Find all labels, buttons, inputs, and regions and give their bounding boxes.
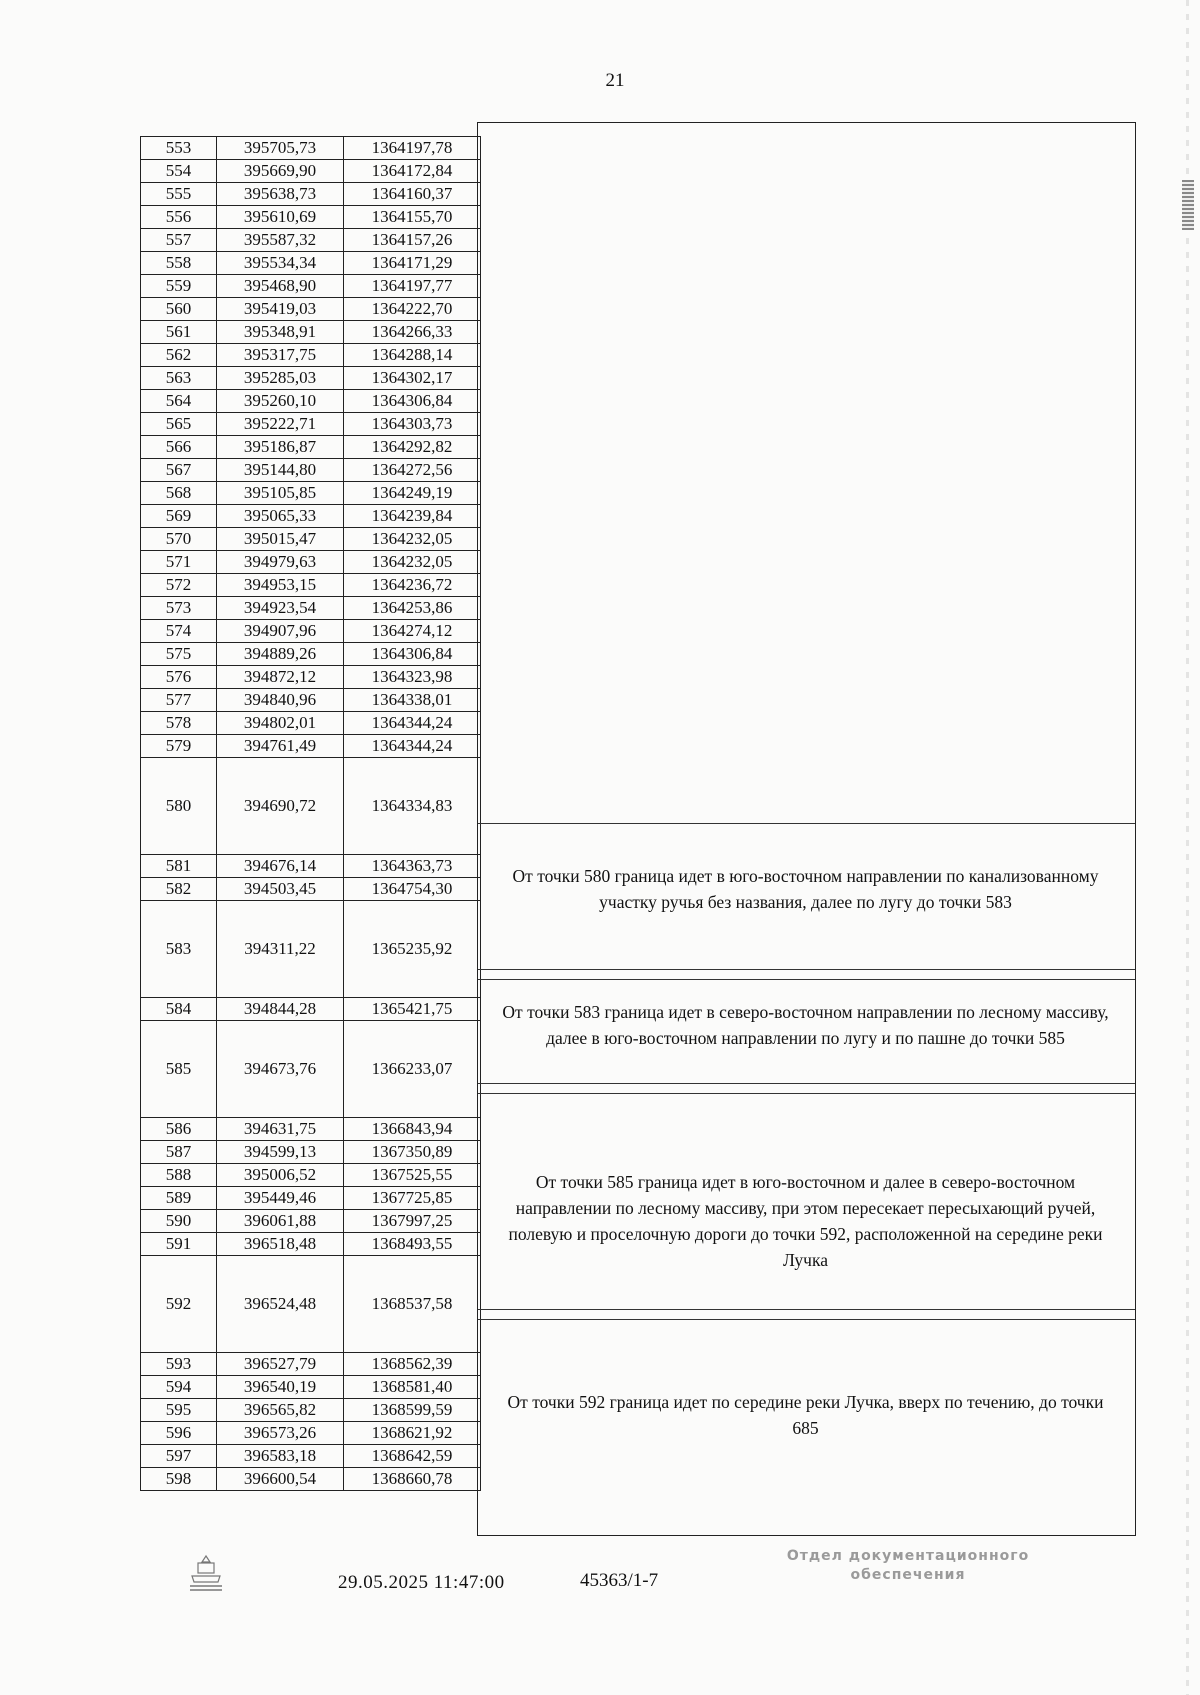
table-row xyxy=(141,505,481,528)
table-row xyxy=(141,1376,481,1399)
point-number-cell: 569 xyxy=(141,505,217,528)
point-number-cell: 579 xyxy=(141,735,217,758)
y-coordinate-cell: 1364338,01 xyxy=(344,689,481,712)
table-row xyxy=(141,878,481,901)
y-coordinate-cell: 1364272,56 xyxy=(344,459,481,482)
x-coordinate-cell: 396518,48 xyxy=(217,1233,344,1256)
y-coordinate-cell: 1368621,92 xyxy=(344,1422,481,1445)
y-coordinate-cell: 1364344,24 xyxy=(344,712,481,735)
section-divider xyxy=(478,1093,1135,1094)
table-row xyxy=(141,1445,481,1468)
table-row xyxy=(141,998,481,1021)
y-coordinate-cell: 1364239,84 xyxy=(344,505,481,528)
point-number-cell: 571 xyxy=(141,551,217,574)
table-row xyxy=(141,413,481,436)
point-number-cell: 574 xyxy=(141,620,217,643)
y-coordinate-cell: 1364157,26 xyxy=(344,229,481,252)
point-number-cell: 573 xyxy=(141,597,217,620)
point-number-cell: 563 xyxy=(141,367,217,390)
x-coordinate-cell: 394673,76 xyxy=(217,1021,344,1118)
point-number-cell: 567 xyxy=(141,459,217,482)
stamp-line-1: Отдел документационного xyxy=(786,1548,1030,1564)
table-row xyxy=(141,390,481,413)
y-coordinate-cell: 1367350,89 xyxy=(344,1141,481,1164)
x-coordinate-cell: 394503,45 xyxy=(217,878,344,901)
point-number-cell: 572 xyxy=(141,574,217,597)
y-coordinate-cell: 1368599,59 xyxy=(344,1399,481,1422)
point-number-cell: 593 xyxy=(141,1353,217,1376)
x-coordinate-cell: 395348,91 xyxy=(217,321,344,344)
description-592-685: От точки 592 граница идет по середине реки Лучка, вверх по течению, до точки 685 xyxy=(507,1392,1104,1438)
point-number-cell: 562 xyxy=(141,344,217,367)
x-coordinate-cell: 395186,87 xyxy=(217,436,344,459)
stamp-line-2: обеспечения xyxy=(850,1567,966,1583)
y-coordinate-cell: 1365235,92 xyxy=(344,901,481,998)
table-row xyxy=(141,459,481,482)
point-number-cell: 597 xyxy=(141,1445,217,1468)
table-row xyxy=(141,712,481,735)
table-row xyxy=(141,758,481,855)
x-coordinate-cell: 394676,14 xyxy=(217,855,344,878)
y-coordinate-cell: 1364171,29 xyxy=(344,252,481,275)
table-row xyxy=(141,482,481,505)
point-number-cell: 578 xyxy=(141,712,217,735)
x-coordinate-cell: 396540,19 xyxy=(217,1376,344,1399)
table-row xyxy=(141,1210,481,1233)
x-coordinate-cell: 394840,96 xyxy=(217,689,344,712)
y-coordinate-cell: 1364288,14 xyxy=(344,344,481,367)
y-coordinate-cell: 1364754,30 xyxy=(344,878,481,901)
table-row xyxy=(141,666,481,689)
table-row xyxy=(141,689,481,712)
table-row xyxy=(141,321,481,344)
point-number-cell: 582 xyxy=(141,878,217,901)
table-row xyxy=(141,275,481,298)
point-number-cell: 595 xyxy=(141,1399,217,1422)
point-number-cell: 566 xyxy=(141,436,217,459)
y-coordinate-cell: 1364222,70 xyxy=(344,298,481,321)
page-number: 21 xyxy=(605,70,625,91)
point-number-cell: 583 xyxy=(141,901,217,998)
y-coordinate-cell: 1364160,37 xyxy=(344,183,481,206)
x-coordinate-cell: 395587,32 xyxy=(217,229,344,252)
section-divider xyxy=(478,1083,1135,1084)
y-coordinate-cell: 1364274,12 xyxy=(344,620,481,643)
table-row xyxy=(141,206,481,229)
description-585-592: От точки 585 граница идет в юго-восточном и далее в северо-восточном направлении по лесному массиву, при этом пересекает пересыхающий ручей, полевую и проселочную дороги до точки 592, расположенной на середине реки Лучка xyxy=(508,1172,1103,1270)
description-580-583: От точки 580 граница идет в юго-восточном направлении по канализованному участку ручья без названия, далее по лугу до точки 583 xyxy=(512,866,1099,912)
x-coordinate-cell: 395105,85 xyxy=(217,482,344,505)
point-number-cell: 557 xyxy=(141,229,217,252)
scan-mark-artifact xyxy=(1182,180,1194,230)
y-coordinate-cell: 1364197,77 xyxy=(344,275,481,298)
y-coordinate-cell: 1364172,84 xyxy=(344,160,481,183)
y-coordinate-cell: 1364266,33 xyxy=(344,321,481,344)
y-coordinate-cell: 1364344,24 xyxy=(344,735,481,758)
y-coordinate-cell: 1364302,17 xyxy=(344,367,481,390)
point-number-cell: 561 xyxy=(141,321,217,344)
table-row xyxy=(141,551,481,574)
y-coordinate-cell: 1364232,05 xyxy=(344,551,481,574)
scan-edge-artifact xyxy=(1186,0,1189,1695)
x-coordinate-cell: 395317,75 xyxy=(217,344,344,367)
point-number-cell: 585 xyxy=(141,1021,217,1118)
x-coordinate-cell: 396573,26 xyxy=(217,1422,344,1445)
description-column xyxy=(477,122,1136,1536)
y-coordinate-cell: 1368493,55 xyxy=(344,1233,481,1256)
x-coordinate-cell: 395065,33 xyxy=(217,505,344,528)
y-coordinate-cell: 1366843,94 xyxy=(344,1118,481,1141)
footer-date: 29.05.2025 11:47:00 xyxy=(338,1572,505,1593)
point-number-cell: 565 xyxy=(141,413,217,436)
y-coordinate-cell: 1364306,84 xyxy=(344,643,481,666)
y-coordinate-cell: 1366233,07 xyxy=(344,1021,481,1118)
point-number-cell: 559 xyxy=(141,275,217,298)
point-number-cell: 555 xyxy=(141,183,217,206)
table-row xyxy=(141,229,481,252)
point-number-cell: 554 xyxy=(141,160,217,183)
table-row xyxy=(141,183,481,206)
x-coordinate-cell: 394599,13 xyxy=(217,1141,344,1164)
table-row xyxy=(141,1399,481,1422)
table-row xyxy=(141,298,481,321)
x-coordinate-cell: 396583,18 xyxy=(217,1445,344,1468)
table-row xyxy=(141,252,481,275)
x-coordinate-cell: 394311,22 xyxy=(217,901,344,998)
table-row xyxy=(141,597,481,620)
x-coordinate-cell: 395638,73 xyxy=(217,183,344,206)
y-coordinate-cell: 1367725,85 xyxy=(344,1187,481,1210)
x-coordinate-cell: 394844,28 xyxy=(217,998,344,1021)
table-row xyxy=(141,1353,481,1376)
y-coordinate-cell: 1367997,25 xyxy=(344,1210,481,1233)
y-coordinate-cell: 1364306,84 xyxy=(344,390,481,413)
table-row xyxy=(141,344,481,367)
x-coordinate-cell: 395144,80 xyxy=(217,459,344,482)
table-row xyxy=(141,901,481,998)
y-coordinate-cell: 1368562,39 xyxy=(344,1353,481,1376)
y-coordinate-cell: 1364155,70 xyxy=(344,206,481,229)
x-coordinate-cell: 395449,46 xyxy=(217,1187,344,1210)
y-coordinate-cell: 1364232,05 xyxy=(344,528,481,551)
y-coordinate-cell: 1364363,73 xyxy=(344,855,481,878)
section-divider xyxy=(478,1319,1135,1320)
y-coordinate-cell: 1364236,72 xyxy=(344,574,481,597)
x-coordinate-cell: 395015,47 xyxy=(217,528,344,551)
point-number-cell: 577 xyxy=(141,689,217,712)
point-number-cell: 598 xyxy=(141,1468,217,1491)
table-row xyxy=(141,1468,481,1491)
table-row xyxy=(141,735,481,758)
y-coordinate-cell: 1364303,73 xyxy=(344,413,481,436)
table-row xyxy=(141,1118,481,1141)
point-number-cell: 586 xyxy=(141,1118,217,1141)
table-row xyxy=(141,1141,481,1164)
table-row xyxy=(141,1187,481,1210)
table-row xyxy=(141,574,481,597)
point-number-cell: 596 xyxy=(141,1422,217,1445)
y-coordinate-cell: 1364334,83 xyxy=(344,758,481,855)
point-number-cell: 589 xyxy=(141,1187,217,1210)
point-number-cell: 591 xyxy=(141,1233,217,1256)
section-divider xyxy=(478,823,1135,824)
x-coordinate-cell: 395705,73 xyxy=(217,137,344,160)
y-coordinate-cell: 1365421,75 xyxy=(344,998,481,1021)
point-number-cell: 570 xyxy=(141,528,217,551)
table-row xyxy=(141,1164,481,1187)
section-divider xyxy=(478,1309,1135,1310)
point-number-cell: 575 xyxy=(141,643,217,666)
table-row xyxy=(141,1233,481,1256)
x-coordinate-cell: 396527,79 xyxy=(217,1353,344,1376)
x-coordinate-cell: 395260,10 xyxy=(217,390,344,413)
y-coordinate-cell: 1364253,86 xyxy=(344,597,481,620)
point-number-cell: 592 xyxy=(141,1256,217,1353)
x-coordinate-cell: 394802,01 xyxy=(217,712,344,735)
point-number-cell: 558 xyxy=(141,252,217,275)
x-coordinate-cell: 395534,34 xyxy=(217,252,344,275)
x-coordinate-cell: 395222,71 xyxy=(217,413,344,436)
x-coordinate-cell: 394889,26 xyxy=(217,643,344,666)
point-number-cell: 590 xyxy=(141,1210,217,1233)
table-row xyxy=(141,620,481,643)
table-row xyxy=(141,643,481,666)
footer-doc-number: 45363/1-7 xyxy=(580,1570,659,1591)
x-coordinate-cell: 394923,54 xyxy=(217,597,344,620)
x-coordinate-cell: 395285,03 xyxy=(217,367,344,390)
y-coordinate-cell: 1368581,40 xyxy=(344,1376,481,1399)
point-number-cell: 594 xyxy=(141,1376,217,1399)
x-coordinate-cell: 394953,15 xyxy=(217,574,344,597)
coordinates-table-body xyxy=(141,137,481,1491)
x-coordinate-cell: 395419,03 xyxy=(217,298,344,321)
y-coordinate-cell: 1368660,78 xyxy=(344,1468,481,1491)
x-coordinate-cell: 394907,96 xyxy=(217,620,344,643)
point-number-cell: 556 xyxy=(141,206,217,229)
y-coordinate-cell: 1364292,82 xyxy=(344,436,481,459)
y-coordinate-cell: 1367525,55 xyxy=(344,1164,481,1187)
coordinates-table xyxy=(140,136,481,1491)
point-number-cell: 553 xyxy=(141,137,217,160)
y-coordinate-cell: 1364197,78 xyxy=(344,137,481,160)
point-number-cell: 584 xyxy=(141,998,217,1021)
table-row xyxy=(141,367,481,390)
x-coordinate-cell: 394872,12 xyxy=(217,666,344,689)
description-583-585: От точки 583 граница идет в северо-восточном направлении по лесному массиву, далее в юго-восточном направлении по лугу и по пашне до точки 585 xyxy=(502,1002,1109,1048)
table-row xyxy=(141,1256,481,1353)
table-row xyxy=(141,855,481,878)
y-coordinate-cell: 1364323,98 xyxy=(344,666,481,689)
point-number-cell: 560 xyxy=(141,298,217,321)
y-coordinate-cell: 1368642,59 xyxy=(344,1445,481,1468)
point-number-cell: 581 xyxy=(141,855,217,878)
table-row xyxy=(141,1021,481,1118)
table-row xyxy=(141,137,481,160)
x-coordinate-cell: 395610,69 xyxy=(217,206,344,229)
x-coordinate-cell: 396600,54 xyxy=(217,1468,344,1491)
section-divider xyxy=(478,979,1135,980)
table-row xyxy=(141,436,481,459)
y-coordinate-cell: 1364249,19 xyxy=(344,482,481,505)
table-row xyxy=(141,160,481,183)
point-number-cell: 587 xyxy=(141,1141,217,1164)
point-number-cell: 580 xyxy=(141,758,217,855)
table-row xyxy=(141,1422,481,1445)
point-number-cell: 576 xyxy=(141,666,217,689)
point-number-cell: 588 xyxy=(141,1164,217,1187)
x-coordinate-cell: 395669,90 xyxy=(217,160,344,183)
emblem-icon xyxy=(186,1552,226,1594)
x-coordinate-cell: 395468,90 xyxy=(217,275,344,298)
x-coordinate-cell: 394761,49 xyxy=(217,735,344,758)
x-coordinate-cell: 396524,48 xyxy=(217,1256,344,1353)
x-coordinate-cell: 394979,63 xyxy=(217,551,344,574)
point-number-cell: 564 xyxy=(141,390,217,413)
point-number-cell: 568 xyxy=(141,482,217,505)
y-coordinate-cell: 1368537,58 xyxy=(344,1256,481,1353)
x-coordinate-cell: 396565,82 xyxy=(217,1399,344,1422)
department-stamp xyxy=(748,1547,1068,1585)
x-coordinate-cell: 396061,88 xyxy=(217,1210,344,1233)
table-row xyxy=(141,528,481,551)
x-coordinate-cell: 395006,52 xyxy=(217,1164,344,1187)
section-divider xyxy=(478,969,1135,970)
x-coordinate-cell: 394631,75 xyxy=(217,1118,344,1141)
x-coordinate-cell: 394690,72 xyxy=(217,758,344,855)
